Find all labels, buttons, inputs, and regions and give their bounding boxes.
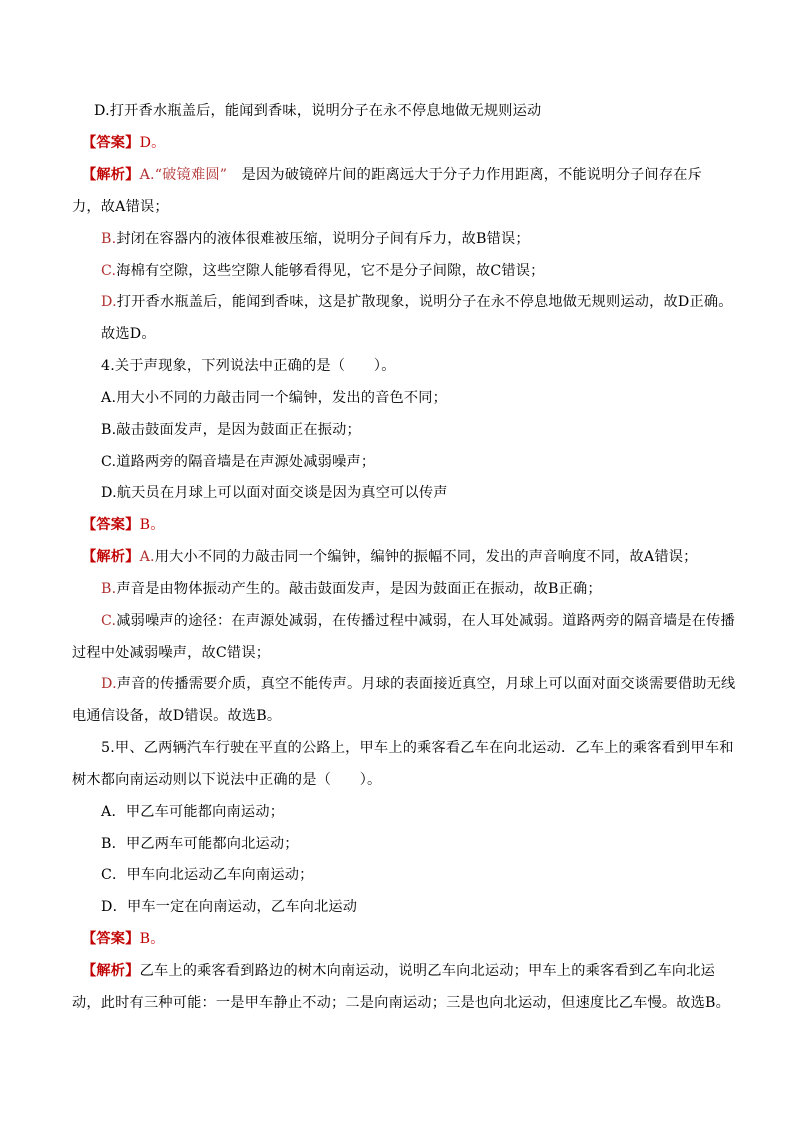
- question-stem: 树木都向南运动则以下说法中正确的是（ ）。: [72, 772, 382, 788]
- option-line: B.敲击鼓面发声，是因为鼓面正在振动；: [101, 422, 361, 438]
- answer-line: 【答案】B。: [82, 931, 165, 947]
- answer-line: 【答案】D。: [82, 135, 166, 151]
- option-line: C.道路两旁的隔音墙是在声源处减弱噪声；: [101, 454, 376, 470]
- analysis-line: 【解析】A.用大小不同的力敲击同一个编钟，编钟的振幅不同，发出的声音响度不同，故A错误；: [82, 549, 698, 565]
- analysis-line: C.海棉有空隙，这些空隙人能够看得见，它不是分子间隙，故C错误；: [101, 263, 545, 279]
- option-line: B．甲乙两车可能都向北运动；: [101, 836, 299, 852]
- question-stem: 4.关于声现象，下列说法中正确的是（ ）。: [101, 358, 396, 374]
- analysis-line: 【解析】乙车上的乘客看到路边的树木向南运动，说明乙车向北运动；甲车上的乘客看到乙车向北运: [82, 963, 716, 979]
- analysis-line: C.减弱噪声的途径：在声源处减弱，在传播过程中减弱，在人耳处减弱。道路两旁的隔音墙是在传播: [101, 613, 735, 629]
- analysis-line: 【解析】A.“破镜难圆” 是因为破镜碎片间的距离远大于分子力作用距离，不能说明分子间存在斥: [82, 167, 702, 183]
- option-line: D．甲车一定在向南运动，乙车向北运动: [101, 899, 358, 915]
- option-line: A.用大小不同的力敲击同一个编钟，发出的音色不同；: [101, 390, 448, 406]
- analysis-line: B.封闭在容器内的液体很难被压缩，说明分子间有斥力，故B错误；: [101, 231, 530, 247]
- analysis-line: 动，此时有三种可能：一是甲车静止不动；二是向南运动；三是也向北运动，但速度比乙车慢。故选B。: [72, 995, 731, 1011]
- conclusion-line: 故选D。: [101, 326, 156, 342]
- analysis-line: 电通信设备，故D错误。故选B。: [72, 708, 282, 724]
- analysis-line: 力，故A错误；: [72, 199, 169, 215]
- analysis-line: D.打开香水瓶盖后，能闻到香味，这是扩散现象，说明分子在永不停息地做无规则运动，故D正确。: [101, 294, 733, 310]
- option-line: A．甲乙车可能都向南运动；: [101, 804, 285, 820]
- analysis-line: 过程中处减弱噪声，故C错误；: [72, 645, 271, 661]
- answer-line: 【答案】B。: [82, 517, 165, 533]
- option-d-line: D.打开香水瓶盖后，能闻到香味，说明分子在永不停息地做无规则运动: [94, 103, 542, 119]
- analysis-line: B.声音是由物体振动产生的。敲击鼓面发声，是因为鼓面正在振动，故B正确；: [101, 581, 602, 597]
- analysis-line: D.声音的传播需要介质，真空不能传声。月球的表面接近真空，月球上可以面对面交谈需要借助无线: [101, 676, 736, 692]
- question-stem: 5.甲、乙两辆汽车行驶在平直的公路上，甲车上的乘客看乙车在向北运动．乙车上的乘客看到甲车和: [101, 740, 734, 756]
- option-line: C．甲车向北运动乙车向南运动；: [101, 867, 314, 883]
- option-line: D.航天员在月球上可以面对面交谈是因为真空可以传声: [101, 485, 448, 501]
